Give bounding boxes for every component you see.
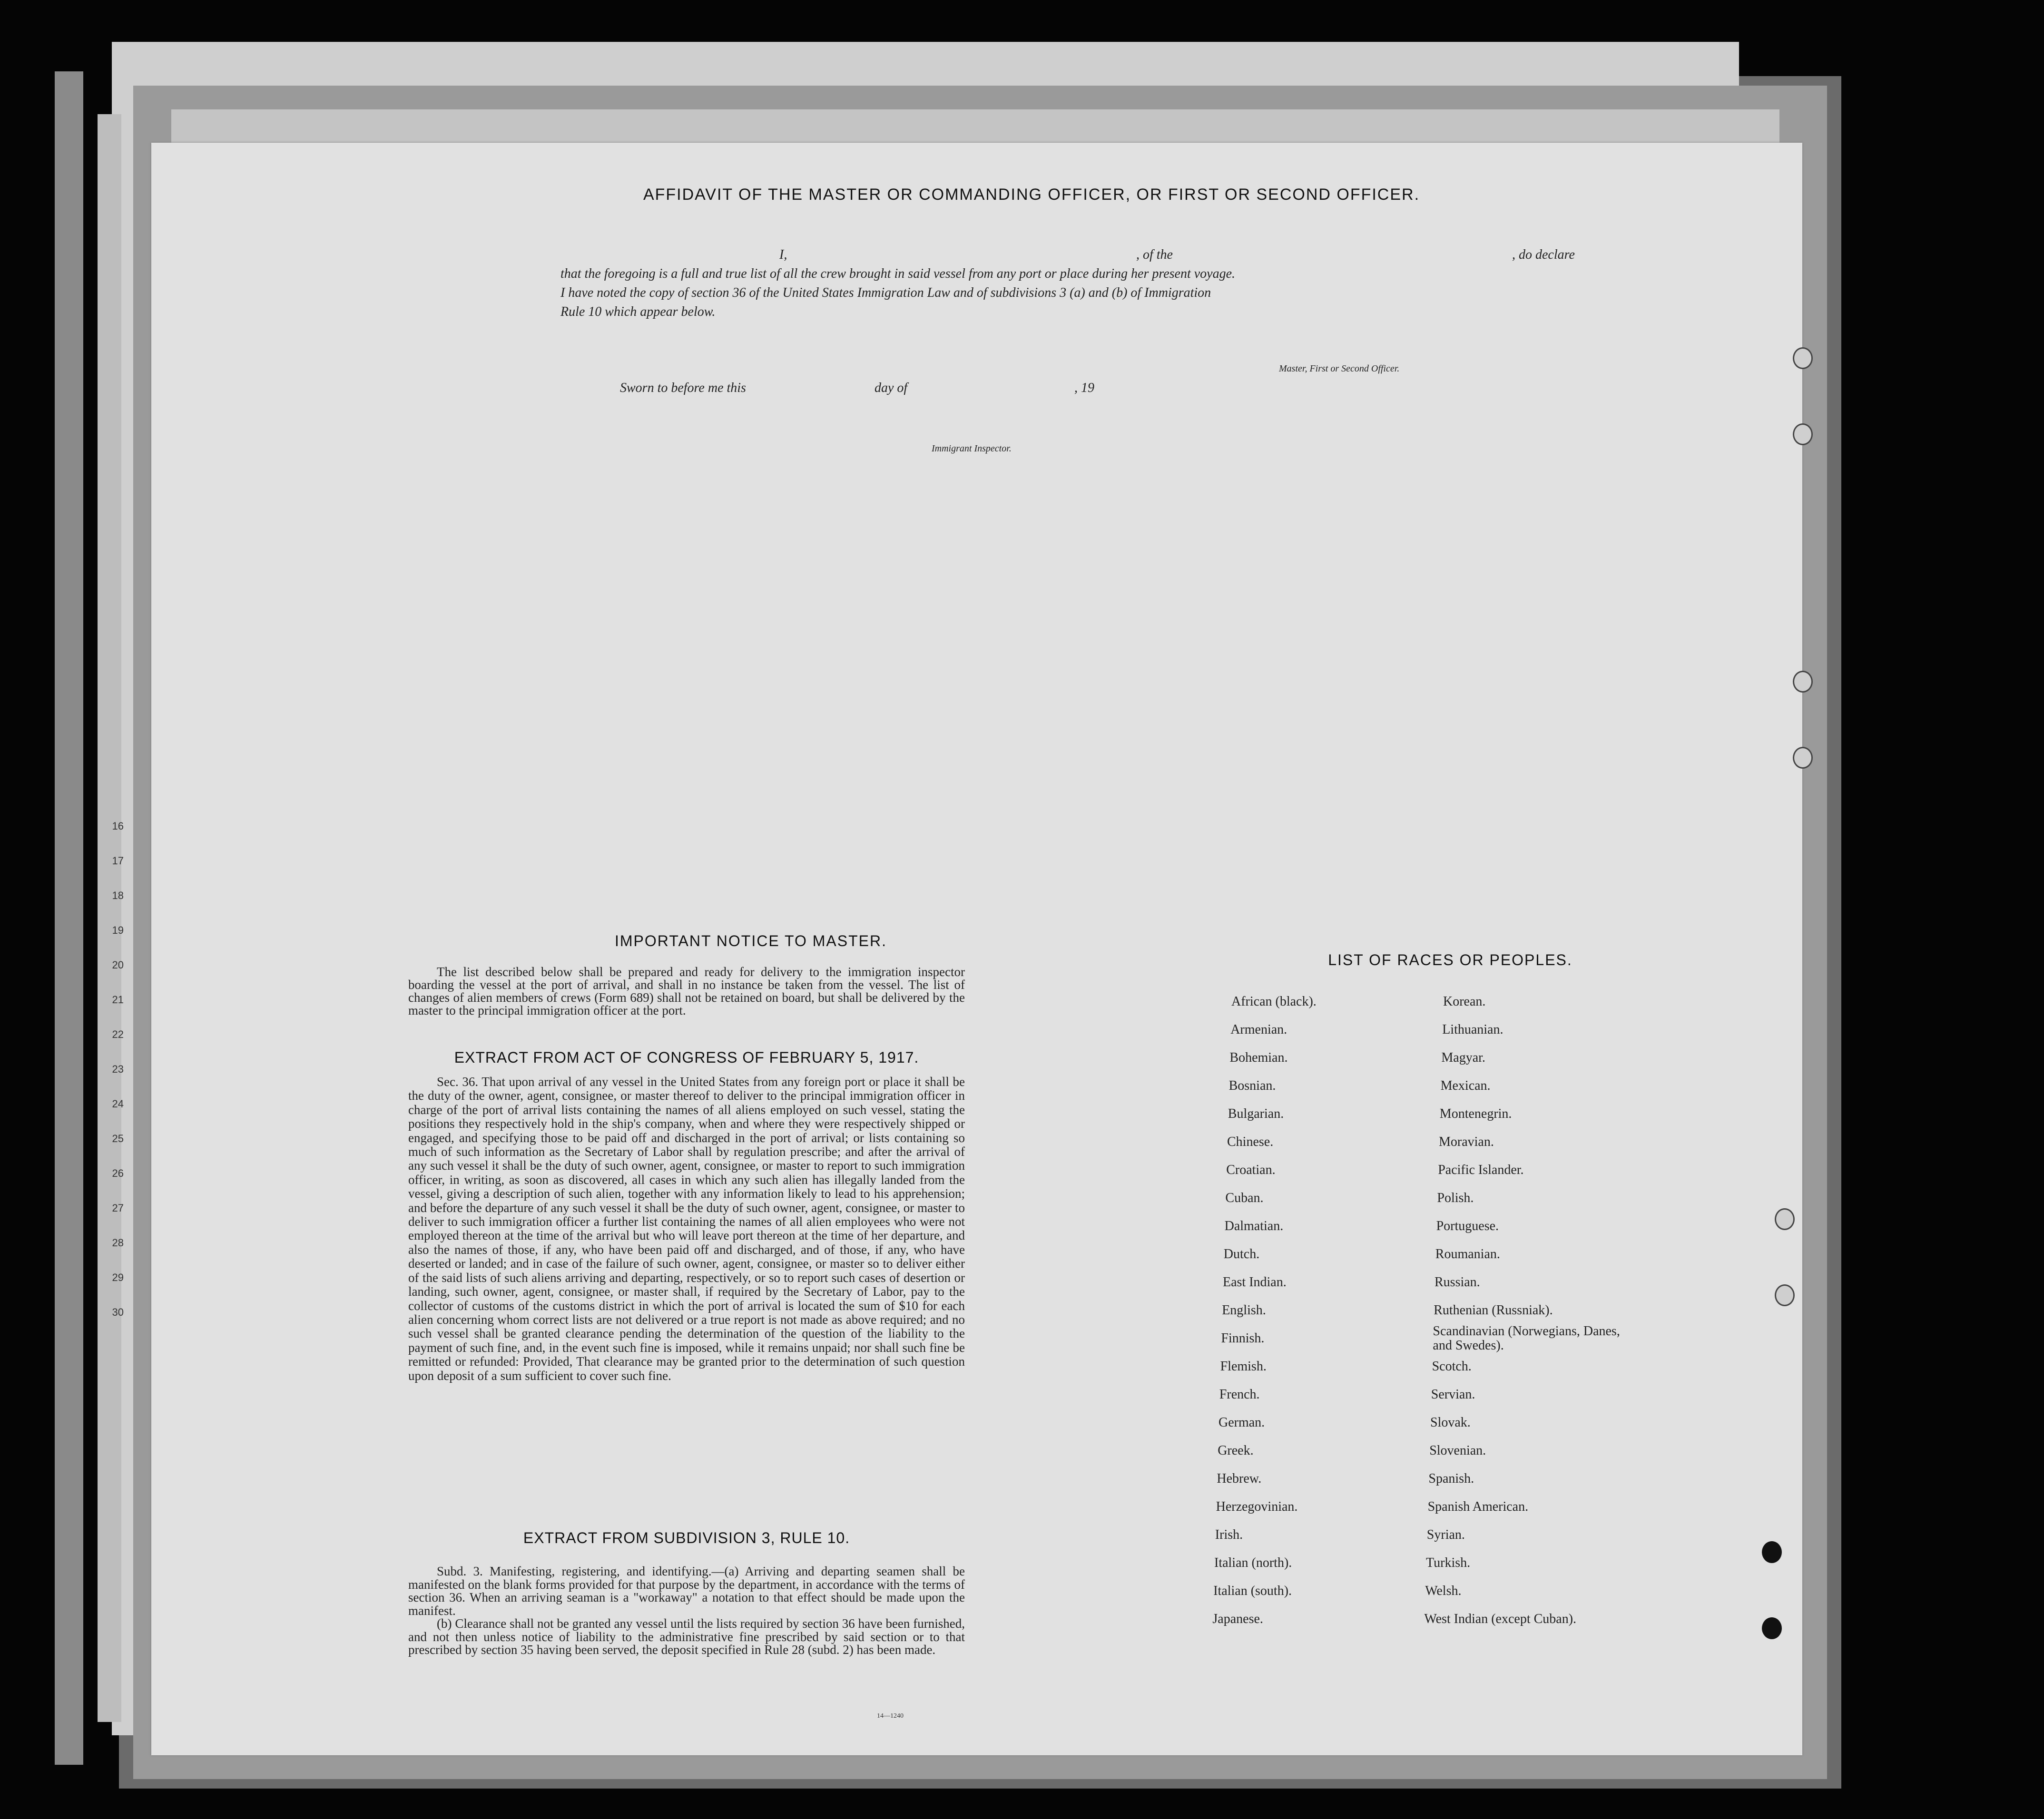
day-of-text: day of xyxy=(875,381,908,395)
race-item: West Indian (except Cuban). xyxy=(1424,1612,1577,1626)
binding-strip xyxy=(55,71,83,1765)
race-item: Herzegovinian. xyxy=(1216,1499,1298,1514)
race-item: French. xyxy=(1219,1387,1260,1402)
margin-number: 26 xyxy=(112,1167,124,1179)
race-item: Armenian. xyxy=(1230,1022,1287,1037)
manifest-page xyxy=(151,143,1802,1755)
race-item: Irish. xyxy=(1215,1527,1243,1542)
margin-number: 29 xyxy=(112,1271,124,1283)
race-item: Russian. xyxy=(1435,1275,1480,1290)
punch-hole-icon xyxy=(1762,1541,1782,1563)
notice-body xyxy=(408,966,965,1017)
margin-number: 16 xyxy=(112,820,124,832)
rule-para-b xyxy=(408,1617,965,1657)
race-item: Japanese. xyxy=(1212,1612,1263,1626)
race-item: Roumanian. xyxy=(1435,1247,1500,1262)
rule-extract-body xyxy=(408,1565,965,1657)
race-item: Syrian. xyxy=(1426,1527,1465,1542)
punch-hole-icon xyxy=(1762,1617,1782,1639)
race-item: Croatian. xyxy=(1226,1163,1276,1177)
margin-number: 28 xyxy=(112,1237,124,1249)
inspector-signature-label: Immigrant Inspector. xyxy=(932,443,1012,454)
margin-number: 19 xyxy=(112,924,124,936)
race-item: Slovenian. xyxy=(1429,1443,1486,1458)
margin-number: 20 xyxy=(112,959,124,971)
race-item: Magyar. xyxy=(1441,1050,1485,1065)
race-item: Pacific Islander. xyxy=(1438,1163,1524,1177)
race-item: Finnish. xyxy=(1221,1331,1265,1346)
affidavit-of-the: , of the xyxy=(1136,247,1173,262)
rule-para-a xyxy=(408,1565,965,1617)
race-item: Italian (north). xyxy=(1214,1555,1292,1570)
sworn-text: Sworn to before me this xyxy=(620,381,746,395)
race-item: Scandinavian (Norwegians, Danes, and Swedes). xyxy=(1433,1324,1620,1353)
margin-number: 18 xyxy=(112,890,124,901)
race-item: Lithuanian. xyxy=(1442,1022,1504,1037)
margin-line-numbers xyxy=(95,809,124,1617)
race-item: Portuguese. xyxy=(1436,1219,1499,1233)
act-extract-title: EXTRACT FROM ACT OF CONGRESS OF FEBRUARY 5, 1917. xyxy=(454,1049,919,1066)
race-item: Montenegrin. xyxy=(1439,1106,1512,1121)
race-item: Spanish American. xyxy=(1427,1499,1529,1514)
margin-number: 30 xyxy=(112,1306,124,1318)
race-item: Dutch. xyxy=(1223,1247,1260,1262)
punch-hole-icon xyxy=(1793,423,1813,445)
margin-number: 23 xyxy=(112,1063,124,1075)
race-item: Bosnian. xyxy=(1228,1078,1276,1093)
punch-hole-icon xyxy=(1793,747,1813,769)
form-number: 14—1240 xyxy=(877,1712,904,1720)
race-item: Spanish. xyxy=(1428,1471,1474,1486)
margin-number: 27 xyxy=(112,1202,124,1214)
rule-para-a-text: Subd. 3. Manifesting, registering, and identifying.—(a) Arriving and departing seamen shall be manifested on the blank forms provided for that purpose by the department, in accordance with the terms of section 36. When an arriving seaman is a "workaway" a notation to that effect should be made upon the manifest. xyxy=(408,1564,965,1618)
race-item: Scotch. xyxy=(1432,1359,1472,1374)
margin-number: 22 xyxy=(112,1028,124,1040)
race-item: Cuban. xyxy=(1225,1191,1264,1205)
affidavit-line-2: that the foregoing is a full and true list of all the crew brought in said vessel from any port or place during her present voyage. xyxy=(560,266,1236,281)
notice-title: IMPORTANT NOTICE TO MASTER. xyxy=(615,932,887,949)
race-item: Turkish. xyxy=(1426,1555,1471,1570)
margin-number: 24 xyxy=(112,1098,124,1110)
race-item: German. xyxy=(1219,1415,1265,1430)
race-item: English. xyxy=(1222,1303,1266,1318)
race-item: Polish. xyxy=(1437,1191,1474,1205)
race-item: Ruthenian (Russniak). xyxy=(1434,1303,1553,1318)
affidavit-line-4: Rule 10 which appear below. xyxy=(560,304,716,319)
race-item: Mexican. xyxy=(1440,1078,1491,1093)
race-item: East Indian. xyxy=(1223,1275,1287,1290)
punch-hole-icon xyxy=(1793,671,1813,693)
race-item: Servian. xyxy=(1431,1387,1475,1402)
affidavit-declare: , do declare xyxy=(1512,247,1575,262)
affidavit-line-3: I have noted the copy of section 36 of the United States Immigration Law and of subdivisions 3 (a) and (b) of Immigration xyxy=(560,285,1211,300)
affidavit-title: AFFIDAVIT OF THE MASTER OR COMMANDING OFFICER, OR FIRST OR SECOND OFFICER. xyxy=(643,186,1420,204)
race-item: Greek. xyxy=(1218,1443,1254,1458)
race-item: Bohemian. xyxy=(1229,1050,1288,1065)
race-item: African (black). xyxy=(1231,994,1317,1009)
notice-text: The list described below shall be prepared and ready for delivery to the immigration inspector boarding the vessel at the port of arrival, and shall in no instance be taken from the vessel. The list of changes of alien members of crews (Form 689) shall not be retained on board, but shall be delivered by the master to the principal immigration officer at the port. xyxy=(408,965,965,1017)
margin-number: 17 xyxy=(112,855,124,867)
race-item: Chinese. xyxy=(1227,1134,1274,1149)
race-item: Hebrew. xyxy=(1217,1471,1262,1486)
race-item: Flemish. xyxy=(1220,1359,1267,1374)
punch-hole-icon xyxy=(1793,347,1813,369)
race-item: Dalmatian. xyxy=(1224,1219,1284,1233)
race-item: Slovak. xyxy=(1430,1415,1471,1430)
race-item: Welsh. xyxy=(1425,1584,1462,1598)
margin-number: 21 xyxy=(112,994,124,1006)
race-item: Italian (south). xyxy=(1213,1584,1292,1598)
punch-hole-icon xyxy=(1775,1208,1795,1230)
race-item: Bulgarian. xyxy=(1228,1106,1284,1121)
affidavit-i: I, xyxy=(779,247,787,262)
rule-extract-title: EXTRACT FROM SUBDIVISION 3, RULE 10. xyxy=(523,1529,850,1546)
year-text: , 19 xyxy=(1074,381,1094,395)
act-extract-body xyxy=(408,1075,965,1383)
race-item: Moravian. xyxy=(1439,1134,1494,1149)
master-signature-label: Master, First or Second Officer. xyxy=(1279,363,1400,374)
rule-para-b-text: (b) Clearance shall not be granted any vessel until the lists required by section 36 have been furnished, and not then unless notice of liability to the administrative fine prescribed by said section or to that prescribed by section 35 having been served, the deposit specified in Rule 28 (subd. 2) has been made. xyxy=(408,1616,965,1657)
act-text: Sec. 36. That upon arrival of any vessel in the United States from any foreign port or place it shall be the duty of the owner, agent, consignee, or master thereof to deliver to the principal immigration officer in charge of the port of arrival lists containing the names of all aliens employed on such vessel, stating the positions they respectively hold in the ship's company, when and where they were respectively shipped or engaged, and specifying those to be paid off and discharged in the port of arrival; or lists containing so much of such information as the Secretary of Labor shall by regulation prescribe; and after the arrival of any such vessel it shall be the duty of such owner, agent, consignee, or master to report to such immigration officer, in writing, as soon as discovered, all cases in which any such alien has illegally landed from the vessel, giving a description of such alien, together with any information likely to lead to his apprehension; and before the departure of any such vessel it shall be the duty of such owner, agent, consignee, or master to deliver to such immigration officer a further list containing the names of all alien employees who were not employed thereon at the time of the arrival but who will leave port thereon at the time of her departure, and also the names of those, if any, who have been paid off and discharged, and of those, if any, who have deserted or landed; and in case of the failure of such owner, agent, consignee, or master so to deliver either of the said lists of such aliens arriving and departing, respectively, or so to report such cases of desertion or landing, such owner, agent, consignee, or master shall, if required by the Secretary of Labor, pay to the collector of customs of the customs district in which the port of arrival is located the sum of $10 for each alien concerning whom correct lists are not delivered or a true report is not made as above required; and no such vessel shall be granted clearance pending the determination of the question of the liability to the payment of such fine, and, in the event such fine is imposed, while it remains unpaid; nor shall such fine be remitted or refunded: Provided, That clearance may be granted prior to the determination of such question upon deposit of a sum sufficient to cover such fine. xyxy=(408,1075,965,1383)
race-item: Korean. xyxy=(1443,994,1486,1009)
punch-hole-icon xyxy=(1775,1284,1795,1306)
races-title: LIST OF RACES OR PEOPLES. xyxy=(1328,951,1572,968)
margin-number: 25 xyxy=(112,1133,124,1144)
